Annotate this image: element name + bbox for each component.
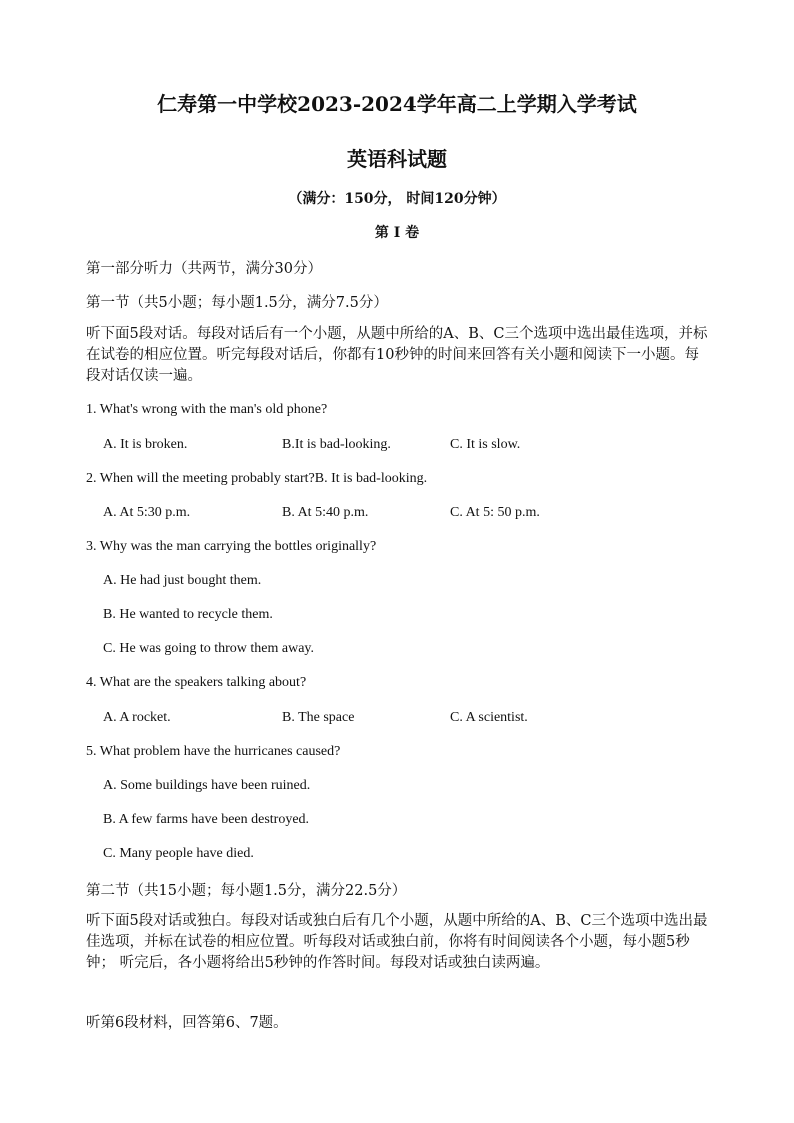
subject-title: 英语科试题 bbox=[347, 147, 447, 171]
option-a: A. He had just bought them. bbox=[103, 573, 262, 588]
question-stem: 4. What are the speakers talking about? bbox=[86, 675, 307, 690]
section1-heading: 第一节（共5小题；每小题1.5分，满分7.5分） bbox=[86, 295, 388, 311]
option-c: C. At 5: 50 p.m. bbox=[450, 505, 540, 520]
section2-heading: 第二节（共15小题；每小题1.5分，满分22.5分） bbox=[86, 883, 407, 899]
option-b: B. The space bbox=[282, 710, 355, 725]
option-b: B.It is bad-looking. bbox=[282, 437, 391, 452]
exam-title: 仁寿第一中学校2023-2024学年高二上学期入学考试 bbox=[157, 92, 637, 116]
option-a: A. At 5:30 p.m. bbox=[103, 505, 191, 520]
question-stem: 3. Why was the man carrying the bottles originally? bbox=[86, 539, 377, 554]
option-a: A. Some buildings have been ruined. bbox=[103, 778, 311, 793]
option-c: C. It is slow. bbox=[450, 437, 521, 452]
material-note: 听第6段材料，回答第6、7题。 bbox=[86, 1015, 288, 1031]
score-info: （满分：150分， 时间120分钟） bbox=[288, 191, 506, 207]
option-b: B. At 5:40 p.m. bbox=[282, 505, 369, 520]
part1-heading: 第一部分听力（共两节，满分30分） bbox=[86, 261, 322, 277]
option-c: C. He was going to throw them away. bbox=[103, 641, 314, 656]
option-c: C. Many people have died. bbox=[103, 846, 254, 861]
question-stem: 5. What problem have the hurricanes caused? bbox=[86, 744, 341, 759]
section1-instructions: 听下面5段对话。每段对话后有一个小题，从题中所给的A、B、C三个选项中选出最佳选项，并标在试卷的相应位置。听完每段对话后，你都有10秒钟的时间来回答有关小题和阅读下一小题。每段对话仅读一遍。 bbox=[86, 326, 708, 384]
volume-label: 第 I 卷 bbox=[374, 225, 420, 241]
section2-instructions: 听下面5段对话或独白。每段对话或独白后有几个小题，从题中所给的A、B、C三个选项中选出最佳选项，并标在试卷的相应位置。听每段对话或独白前，你将有时间阅读各个小题，每小题5秒钟； 听完后，各小题将给出5秒钟的作答时间。每段对话或独白读两遍。 bbox=[86, 913, 708, 971]
option-b: B. He wanted to recycle them. bbox=[103, 607, 273, 622]
question-stem: 1. What's wrong with the man's old phone? bbox=[86, 402, 328, 417]
option-a: A. It is broken. bbox=[103, 437, 188, 452]
option-b: B. A few farms have been destroyed. bbox=[103, 812, 310, 827]
option-c: C. A scientist. bbox=[450, 710, 528, 725]
option-a: A. A rocket. bbox=[103, 710, 171, 725]
question-stem: 2. When will the meeting probably start?B. It is bad-looking. bbox=[86, 471, 428, 486]
